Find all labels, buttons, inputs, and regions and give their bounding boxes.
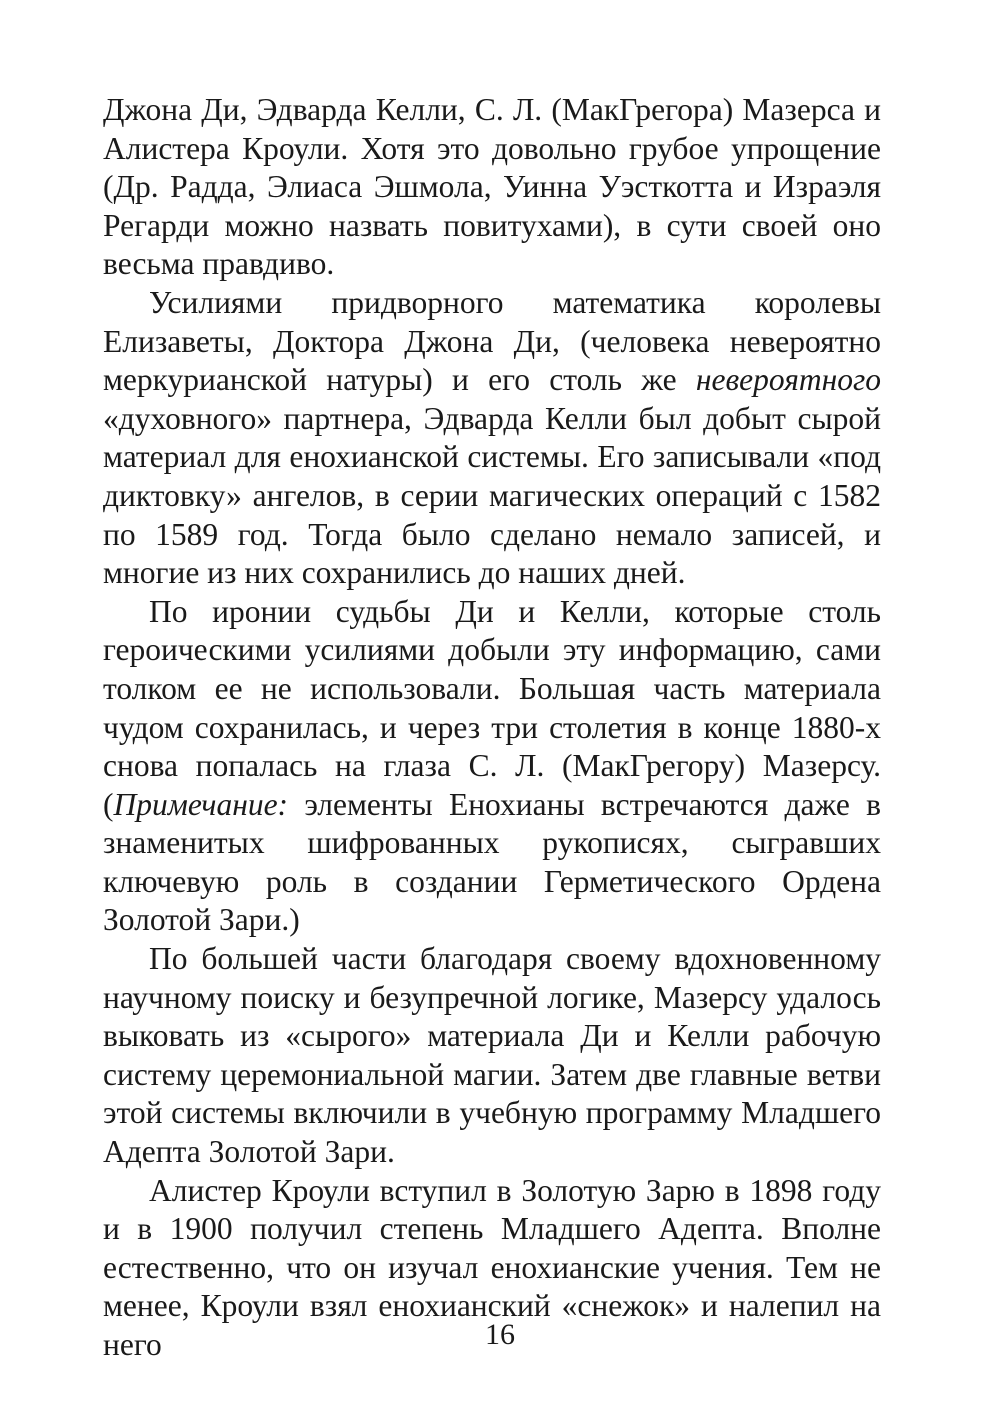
paragraph-3-text-after: элементы Енохианы встречаются даже в знаменитых шифрованных рукописях, сыгравших ключевую роль в создании Герметического Ордена Золотой Зари.) bbox=[103, 786, 881, 938]
paragraph-3 bbox=[103, 593, 881, 940]
paragraph-1-text: Джона Ди, Эдварда Келли, С. Л. (МакГрегора) Мазерса и Алистера Кроули. Хотя это довольно грубое упрощение (Др. Радда, Элиаса Эшмола, Уинна Уэсткотта и Израэля Регарди можно назвать повитухами), в сути своей оно весьма правдиво. bbox=[103, 92, 881, 282]
paragraph-4-text: По большей части благодаря своему вдохновенному научному поиску и безупречной логике, Мазерсу удалось выковать из «сырого» материала Ди и Келли рабочую систему церемониальной магии. Затем две главные ветви этой системы включили в учебную программу Младшего Адепта Золотой Зари. bbox=[103, 941, 881, 1170]
page-number: 16 bbox=[485, 1318, 515, 1351]
paragraph-3-emphasis: Примечание: bbox=[113, 786, 289, 822]
paragraph-4 bbox=[103, 940, 881, 1172]
paragraph-2-text-before: Усилиями придворного математика королевы Елизаветы, Доктора Джона Ди, (человека невероятно меркурианской натуры) и его столь же bbox=[103, 284, 881, 398]
paragraph-5-text: Алистер Кроули вступил в Золотую Зарю в 1898 году и в 1900 получил степень Младшего Адепта. Вполне естественно, что он изучал енохианские учения. Тем не менее, Кроули взял енохианский «снежок» и налепил на него bbox=[103, 1172, 881, 1362]
paragraph-2-emphasis: невероятного bbox=[695, 362, 881, 398]
paragraph-3-text-before: По иронии судьбы Ди и Келли, которые столь героическими усилиями добыли эту информацию, сами толком ее не использовали. Большая часть материала чудом сохранилась, и через три столетия в конце 1880-х снова попалась на глаза С. Л. (МакГрегору) Мазерсу. ( bbox=[103, 593, 881, 822]
paragraph-2-text-after: «духовного» партнера, Эдварда Келли был добыт сырой материал для енохианской системы. Его записывали «под диктовку» ангелов, в серии магических операций с 1582 по 1589 год. Тогда было сделано немало записей, и многие из них сохранились до наших дней. bbox=[103, 400, 881, 591]
page-body bbox=[103, 91, 881, 1365]
paragraph-2 bbox=[103, 284, 881, 593]
paragraph-1 bbox=[103, 91, 881, 284]
